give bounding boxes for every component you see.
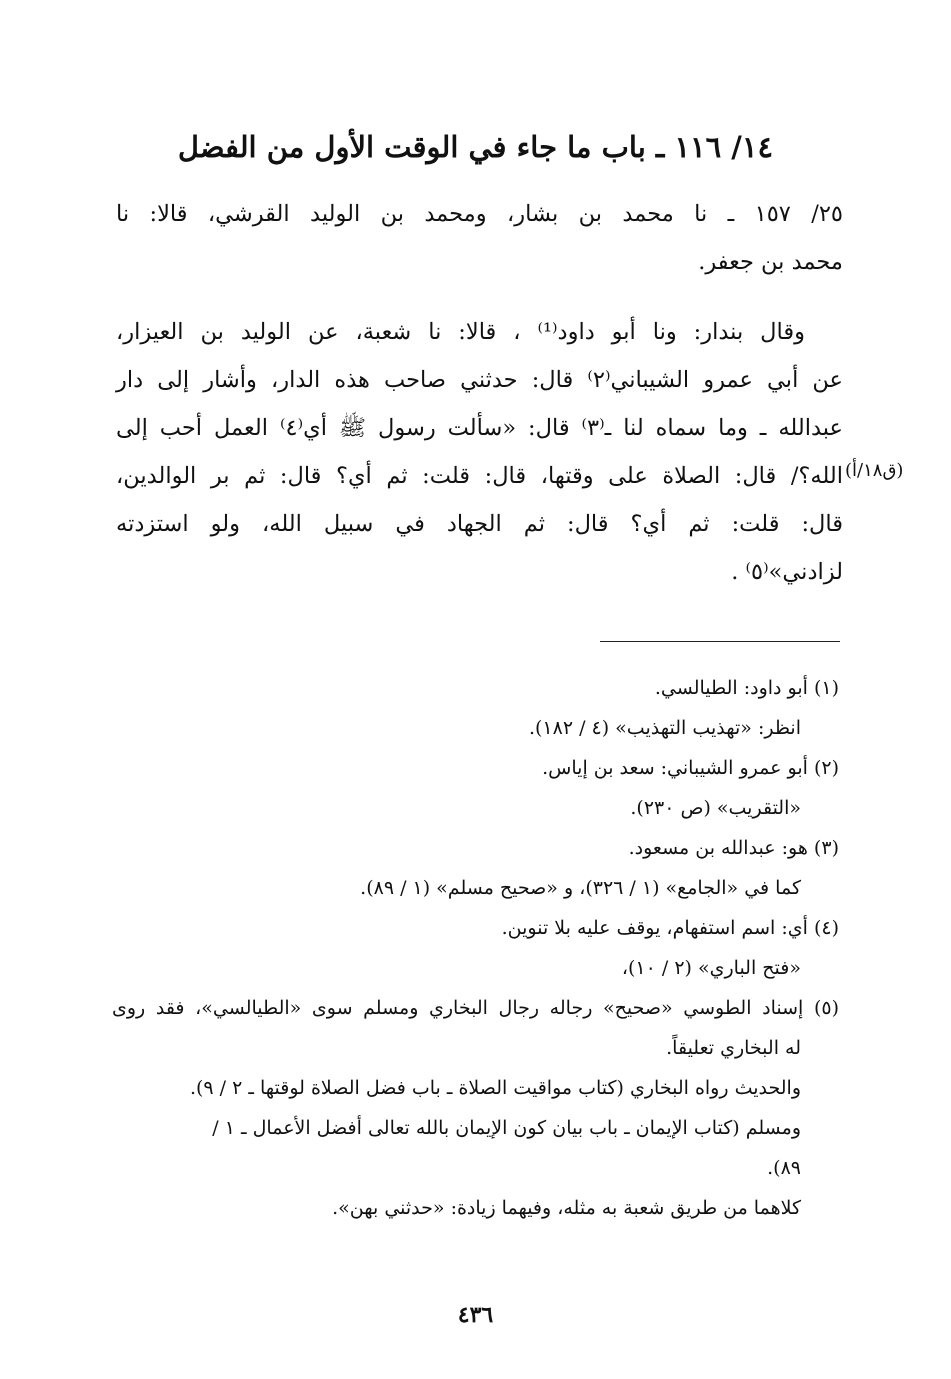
footnote-line: له البخاري تعليقاً. bbox=[666, 1037, 801, 1059]
text-line: قال: قلت: ثم أي؟ قال: ثم الجهاد في سبيل الله، ولو استزدته bbox=[116, 511, 843, 537]
footnote-line: كما في «الجامع» (١ / ٣٢٦)، و «صحيح مسلم» (١ / ٨٩). bbox=[360, 877, 801, 899]
hadith-chain-paragraph bbox=[116, 190, 843, 286]
footnote-divider bbox=[600, 641, 840, 642]
manuscript-folio-note: (ق١٨/أ) bbox=[845, 460, 904, 481]
chapter-title: ١٤/ ١١٦ ـ باب ما جاء في الوقت الأول من الفضل bbox=[177, 130, 774, 164]
footnote-line: (١) أبو داود: الطيالسي. bbox=[654, 677, 839, 699]
footnotes bbox=[112, 668, 839, 1228]
text-line: وقال بندار: ونا أبو داود⁽¹⁾ ، قالا: نا شعبة، عن الوليد بن العيزار، bbox=[116, 319, 806, 345]
footnote-line: (٣) هو: عبدالله بن مسعود. bbox=[628, 837, 839, 859]
footnote-line: انظر: «تهذيب التهذيب» (٤ / ١٨٢). bbox=[528, 717, 801, 739]
footnote-line: ومسلم (كتاب الإيمان ـ باب بيان كون الإيمان بالله تعالى أفضل الأعمال ـ ١ / bbox=[212, 1117, 801, 1139]
text-line: لزادني»⁽٥⁾ . bbox=[731, 559, 843, 585]
hadith-text-paragraph bbox=[116, 308, 843, 596]
footnote-line: كلاهما من طريق شعبة به مثله، وفيهما زيادة: «حدثني بهن». bbox=[332, 1197, 801, 1219]
text-line: ٢٥/ ١٥٧ ـ نا محمد بن بشار، ومحمد بن الوليد القرشي، قالا: نا bbox=[116, 201, 843, 227]
text-line: الله؟/ قال: الصلاة على وقتها، قال: قلت: ثم أي؟ قال: ثم بر الوالدين، bbox=[116, 463, 843, 489]
footnote-line: «التقريب» (ص ٢٣٠). bbox=[630, 797, 801, 819]
footnote-line: (٤) أي: اسم استفهام، يوقف عليه بلا تنوين. bbox=[501, 917, 839, 939]
footnote-line: (٥) إسناد الطوسي «صحيح» رجاله رجال البخاري ومسلم سوى «الطيالسي»، فقد روى bbox=[112, 997, 839, 1019]
text-line: عن أبي عمرو الشيباني⁽٢⁾ قال: حدثني صاحب هذه الدار، وأشار إلى دار bbox=[116, 367, 843, 393]
footnote-line: (٢) أبو عمرو الشيباني: سعد بن إياس. bbox=[542, 757, 839, 779]
page-number: ٤٣٦ bbox=[457, 1302, 494, 1328]
footnote-line: ٨٩). bbox=[767, 1157, 801, 1179]
footnote-line: والحديث رواه البخاري (كتاب مواقيت الصلاة ـ باب فضل الصلاة لوقتها ـ ٢ / ٩). bbox=[189, 1077, 801, 1099]
text-line: عبدالله ـ وما سماه لنا ـ⁽٣⁾ قال: «سألت رسول ﷺ أي⁽٤⁾ العمل أحب إلى bbox=[116, 415, 843, 441]
text-line: محمد بن جعفر. bbox=[698, 249, 843, 275]
footnote-line: «فتح الباري» (٢ / ١٠)، bbox=[621, 957, 801, 979]
